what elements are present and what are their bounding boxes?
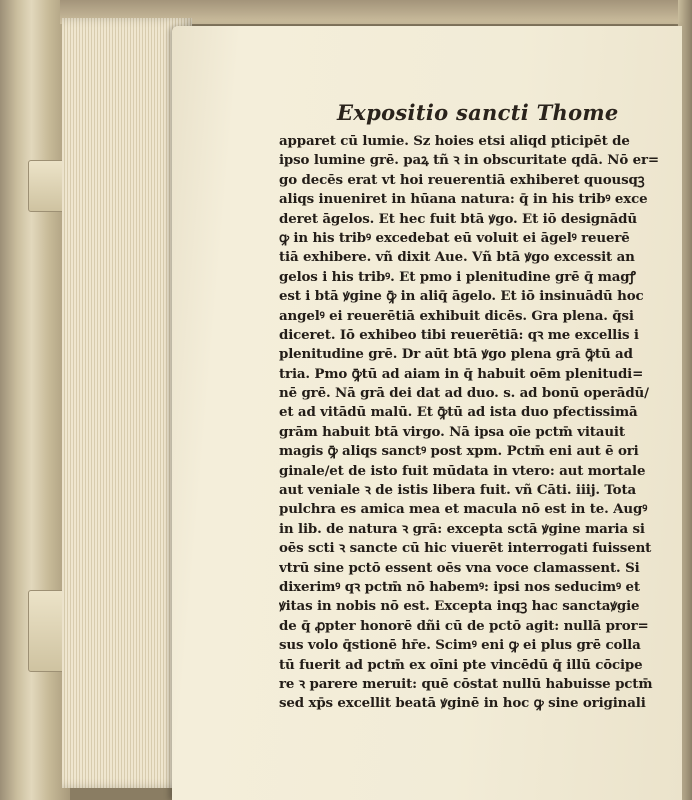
running-head: Expositio sancti Thome (337, 100, 619, 125)
text-line: tū fuerit ad pctm̄ ex oīni pte vincēdū q̄ illū cōcipe (279, 656, 643, 673)
text-line: magis ꝙ̄ aliqs sanctꝰ post xpm. Pctm̄ eni aut ē ori (279, 443, 639, 460)
text-line: oēs scti ꝛ sancte cū hic viuerēt interrogati fuissent (279, 540, 652, 557)
text-line: aut veniale ꝛ de istis libera fuit. vñ Cāti. iiij. Tota (279, 482, 637, 499)
text-line: ipso lumine grē. paꝝ tñ ꝛ in obscuritate qdā. Nō er= (279, 152, 660, 169)
text-line: sed xp̄s excellit beatā ꝟginē in hoc ꝙ sine originali (279, 695, 646, 712)
text-line: diceret. Iō exhibeo tibi reuerētiā: qꝛ me excellis i (279, 326, 639, 343)
text-line: vtrū sine pctō essent oēs vna voce clamassent. Si (279, 559, 640, 576)
text-block (279, 132, 689, 714)
text-line: gelos i his tribꝰ. Et pmo i plenitudine grē q̄ magꝭ (279, 268, 636, 285)
text-line: dixerimꝰ qꝛ pctm̄ nō habemꝰ: ipsi nos seducimꝰ et (279, 578, 640, 595)
text-line: apparet cū lumie. Sz hoies etsi aliqd pticipēt de (279, 133, 630, 149)
text-line: grām habuit btā virgo. Nā ipsa oīe pctm̄ vitauit (279, 423, 625, 440)
text-line: plenitudine grē. Dr aūt btā ꝟgo plena grā ꝙ̄tū ad (279, 346, 633, 363)
text-line: ꝙ in his tribꝰ excedebat eū voluit ei āgelꝰ reuerē (279, 229, 630, 246)
text-line: nē grē. Nā grā dei dat ad duo. s. ad bonū operādū/ (279, 385, 649, 402)
text-line: re ꝛ parere meruit: quē cōstat nullū habuisse pctm̄ (279, 675, 653, 692)
text-line: pulchra es amica mea et macula nō est in te. Augꝰ (279, 501, 648, 518)
book-binding (0, 0, 70, 800)
binding-clasp-bottom (28, 590, 66, 672)
text-line: ꝟitas in nobis nō est. Excepta inqꝫ hac sanctaꝟgie (279, 598, 640, 615)
text-line: angelꝰ ei reuerētiā exhibuit dicēs. Gra plena. q̄si (279, 307, 634, 324)
text-line: sus volo q̄stionē hr̄e. Scimꝰ eni ꝙ ei plus grē colla (279, 637, 641, 654)
binding-clasp-top (28, 160, 66, 212)
text-line: go decēs erat vt hoi reuerentiā exhiberet quousqꝫ (279, 171, 645, 188)
text-line: est i btā ꝟgine ꝙ̄ in aliq̄ āgelo. Et iō insinuādū hoc (279, 288, 644, 305)
text-line: in lib. de natura ꝛ grā: excepta sctā ꝟgine maria si (279, 520, 645, 537)
text-line: tiā exhibere. vñ dixit Aue. Vñ btā ꝟgo excessit an (279, 249, 635, 266)
text-line: et ad vitādū malū. Et ꝙ̄tū ad ista duo pfectissimā (279, 404, 638, 421)
text-line: ginale/et de isto fuit mūdata in vtero: aut mortale (279, 462, 646, 479)
text-line: aliqs inueniret in hūana natura: q̄ in his tribꝰ exce (279, 191, 648, 208)
text-line: tria. Pmo ꝙ̄tū ad aiam in q̄ habuit oēm plenitudi= (279, 365, 644, 382)
text-line: deret āgelos. Et hec fuit btā ꝟgo. Et iō designādū (279, 210, 637, 227)
text-line: de q̄ ꝓpter honorē dñi cū de pctō agit: nullā pror= (279, 617, 649, 634)
